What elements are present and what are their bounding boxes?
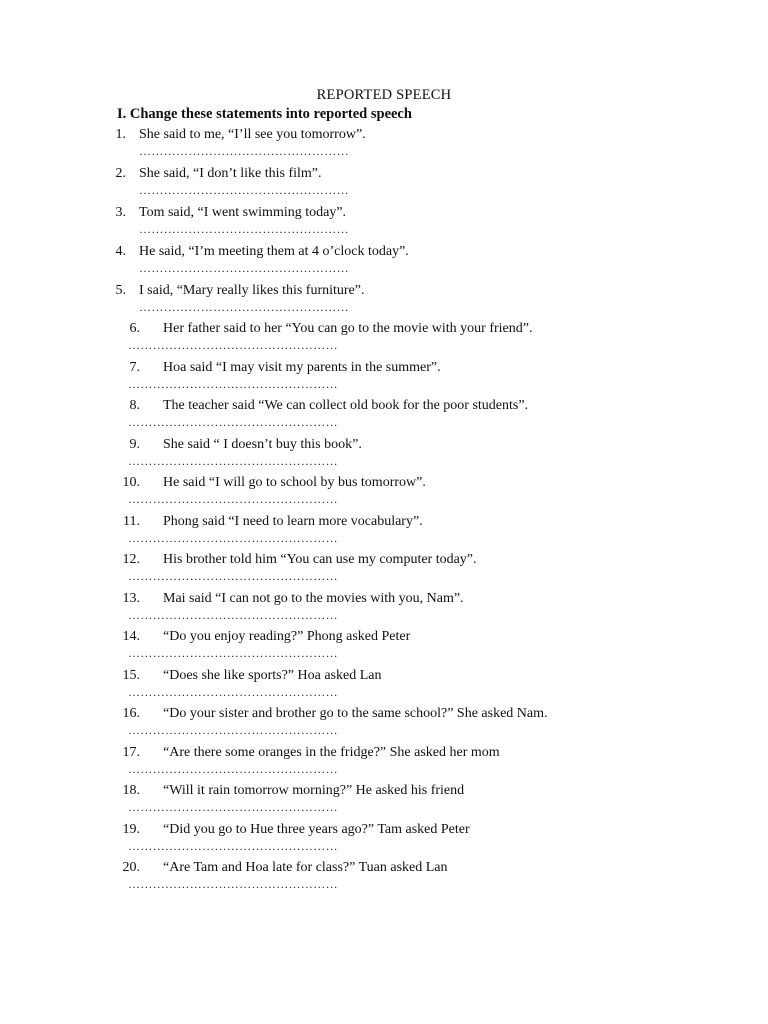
item-question: She said to me, “I’ll see you tomorrow”. (139, 127, 366, 142)
item-question: He said, “I’m meeting them at 4 o’clock today”. (139, 244, 409, 259)
answer-line[interactable]: …………………………………………… (128, 569, 338, 583)
item-question: “Do your sister and brother go to the same school?” She asked Nam. (163, 706, 548, 721)
exercise-item (0, 165, 768, 204)
answer-line[interactable]: …………………………………………… (128, 839, 338, 853)
answer-line[interactable]: …………………………………………… (128, 685, 338, 699)
answer-line[interactable]: …………………………………………… (128, 531, 338, 545)
item-number: 10. (122, 475, 140, 490)
exercise-item (0, 821, 768, 860)
answer-line[interactable]: …………………………………………… (128, 377, 338, 391)
item-number: 12. (122, 552, 140, 567)
item-question: His brother told him “You can use my computer today”. (163, 552, 477, 567)
item-number: 19. (122, 822, 140, 837)
exercise-item (0, 243, 768, 282)
item-number: 11. (123, 514, 140, 529)
item-question: “Will it rain tomorrow morning?” He asked his friend (163, 783, 465, 798)
item-number: 7. (129, 360, 140, 375)
item-question: Mai said “I can not go to the movies with you, Nam”. (163, 591, 464, 606)
exercise-item (0, 667, 768, 706)
answer-line[interactable]: …………………………………………… (128, 454, 338, 468)
answer-line[interactable]: …………………………………………… (128, 608, 338, 622)
exercise-item (0, 513, 768, 552)
answer-line[interactable]: …………………………………………… (139, 261, 349, 275)
item-number: 20. (122, 860, 140, 875)
item-number: 1. (115, 127, 126, 142)
exercise-item (0, 859, 768, 898)
item-number: 14. (122, 629, 140, 644)
exercise-item (0, 204, 768, 243)
exercise-item (0, 359, 768, 398)
item-number: 13. (122, 591, 140, 606)
item-question: “Does she like sports?” Hoa asked Lan (163, 668, 382, 683)
item-question: Her father said to her “You can go to the movie with your friend”. (163, 321, 533, 336)
answer-line[interactable]: …………………………………………… (128, 415, 338, 429)
page-title: REPORTED SPEECH (316, 87, 452, 103)
item-number: 6. (129, 321, 140, 336)
item-number: 18. (122, 783, 140, 798)
item-question: The teacher said “We can collect old book for the poor students”. (163, 398, 529, 413)
exercise-item (0, 474, 768, 513)
item-question: Tom said, “I went swimming today”. (139, 205, 347, 220)
exercise-item (0, 705, 768, 744)
item-question: “Are there some oranges in the fridge?” She asked her mom (163, 745, 500, 760)
item-question: Hoa said “I may visit my parents in the summer”. (163, 360, 441, 375)
section-instruction: I. Change these statements into reported speech (117, 106, 412, 122)
item-number: 8. (129, 398, 140, 413)
item-number: 9. (129, 437, 140, 452)
exercise-item (0, 126, 768, 165)
exercise-item (0, 436, 768, 475)
exercise-item (0, 744, 768, 783)
item-number: 15. (122, 668, 140, 683)
exercise-item (0, 320, 768, 359)
item-question: “Do you enjoy reading?” Phong asked Peter (163, 629, 411, 644)
exercise-item (0, 551, 768, 590)
answer-line[interactable]: …………………………………………… (128, 646, 338, 660)
item-number: 3. (115, 205, 126, 220)
item-question: “Are Tam and Hoa late for class?” Tuan asked Lan (163, 860, 448, 875)
item-number: 2. (115, 166, 126, 181)
answer-line[interactable]: …………………………………………… (139, 300, 349, 314)
answer-line[interactable]: …………………………………………… (128, 762, 338, 776)
answer-line[interactable]: …………………………………………… (128, 492, 338, 506)
answer-line[interactable]: …………………………………………… (128, 877, 338, 891)
exercise-item (0, 397, 768, 436)
item-question: Phong said “I need to learn more vocabulary”. (163, 514, 423, 529)
item-number: 17. (122, 745, 140, 760)
answer-line[interactable]: …………………………………………… (128, 800, 338, 814)
answer-line[interactable]: …………………………………………… (139, 183, 349, 197)
exercise-item (0, 282, 768, 321)
item-question: I said, “Mary really likes this furniture”. (139, 283, 365, 298)
item-number: 4. (115, 244, 126, 259)
item-number: 5. (115, 283, 126, 298)
answer-line[interactable]: …………………………………………… (128, 338, 338, 352)
item-question: She said “ I doesn’t buy this book”. (163, 437, 362, 452)
item-number: 16. (122, 706, 140, 721)
answer-line[interactable]: …………………………………………… (128, 723, 338, 737)
exercise-item (0, 628, 768, 667)
item-question: She said, “I don’t like this film”. (139, 166, 322, 181)
answer-line[interactable]: …………………………………………… (139, 144, 349, 158)
answer-line[interactable]: …………………………………………… (139, 222, 349, 236)
item-question: “Did you go to Hue three years ago?” Tam asked Peter (163, 822, 470, 837)
exercise-item (0, 782, 768, 821)
item-question: He said “I will go to school by bus tomorrow”. (163, 475, 426, 490)
exercise-item (0, 590, 768, 629)
